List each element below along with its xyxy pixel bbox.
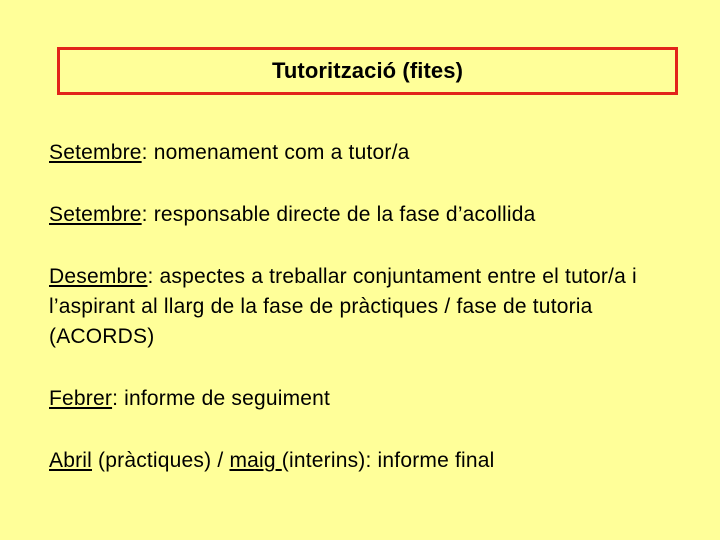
milestone-item — [49, 446, 689, 476]
page-title: Tutorització (fites) — [271, 58, 464, 83]
milestone-text: : nomenament com a tutor/a — [141, 141, 410, 164]
milestone-item — [49, 262, 689, 352]
milestone-month: Abril — [49, 449, 93, 472]
title-box — [57, 47, 678, 95]
milestone-month: Febrer — [49, 387, 113, 410]
milestone-text: : aspectes a treballar conjuntament entre el tutor/a i l’aspirant al llarg de la fase de pràctiques / fase de tutoria (ACORDS) — [49, 265, 637, 348]
milestone-text: : responsable directe de la fase d’acollida — [141, 203, 536, 226]
milestone-item — [49, 200, 689, 230]
milestone-item — [49, 138, 689, 168]
milestone-text: (interins): informe final — [281, 449, 495, 472]
milestone-text: : informe de seguiment — [112, 387, 331, 410]
milestone-month: Setembre — [49, 141, 142, 164]
milestone-month: Setembre — [49, 203, 142, 226]
milestone-list — [49, 138, 689, 476]
milestone-text: (pràctiques) / — [92, 449, 230, 472]
milestone-item — [49, 384, 689, 414]
milestone-month-secondary: maig — [229, 449, 282, 472]
milestone-month: Desembre — [49, 265, 148, 288]
